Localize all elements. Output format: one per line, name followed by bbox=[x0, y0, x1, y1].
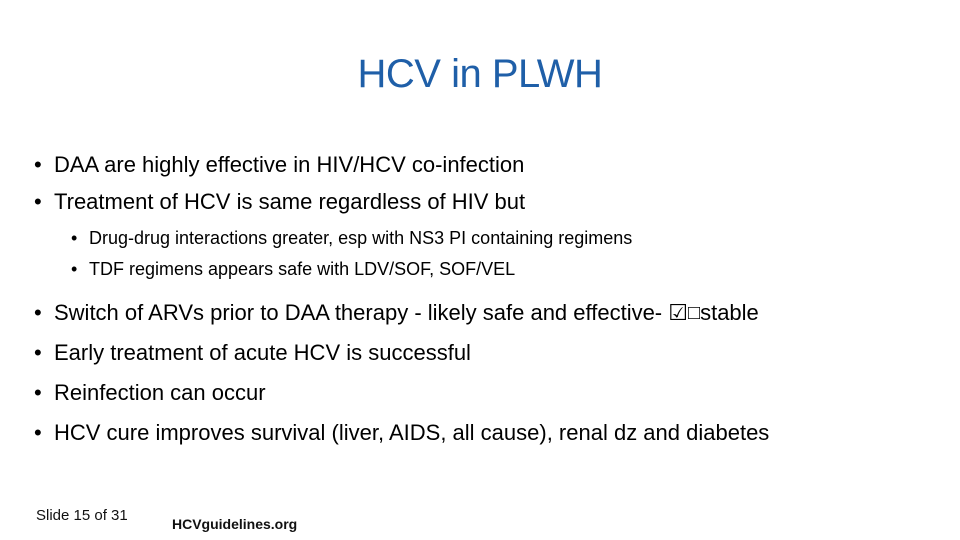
sub-bullet-text: Drug-drug interactions greater, esp with NS3 PI containing regimens bbox=[89, 228, 633, 248]
sub-bullet-text: TDF regimens appears safe with LDV/SOF, SOF/VEL bbox=[89, 259, 516, 279]
bullet-item bbox=[34, 333, 934, 373]
bullet-dot: • bbox=[34, 152, 42, 177]
checkbox-checked-icon: ☑ bbox=[668, 300, 688, 325]
bullet-dot: • bbox=[71, 259, 78, 279]
empty-box-icon: □ bbox=[687, 302, 701, 324]
bullet-text: Switch of ARVs prior to DAA therapy - likely safe and effective- bbox=[54, 300, 669, 325]
sub-bullet-list bbox=[71, 223, 934, 285]
slide-title: HCV in PLWH bbox=[357, 52, 603, 96]
bullet-dot: • bbox=[34, 380, 42, 405]
bullet-dot: • bbox=[34, 340, 42, 365]
bullet-item bbox=[34, 373, 934, 413]
bullet-list bbox=[34, 146, 934, 453]
bullet-item bbox=[34, 413, 934, 453]
bullet-text: DAA are highly effective in HIV/HCV co-infection bbox=[54, 152, 525, 177]
sub-bullet-item bbox=[71, 223, 934, 254]
bullet-text: HCV cure improves survival (liver, AIDS, all cause), renal dz and diabetes bbox=[54, 420, 770, 445]
bullet-dot: • bbox=[34, 300, 42, 325]
bullet-dot: • bbox=[34, 420, 42, 445]
lead-bullet-group bbox=[34, 146, 934, 220]
sub-bullet-item bbox=[71, 254, 934, 285]
bullet-text: Treatment of HCV is same regardless of HIV but bbox=[54, 189, 526, 214]
website-label: HCVguidelines.org bbox=[172, 516, 298, 532]
bullet-item bbox=[34, 183, 934, 220]
bullet-item bbox=[34, 146, 934, 183]
bullet-text: Early treatment of acute HCV is successful bbox=[54, 340, 471, 365]
bullet-text: Reinfection can occur bbox=[54, 380, 266, 405]
bullet-item-switch bbox=[34, 293, 934, 333]
bullet-text-tail: stable bbox=[700, 300, 759, 325]
slide-number: Slide 15 of 31 bbox=[36, 507, 128, 524]
bullet-dot: • bbox=[34, 189, 42, 214]
bullet-dot: • bbox=[71, 228, 78, 248]
